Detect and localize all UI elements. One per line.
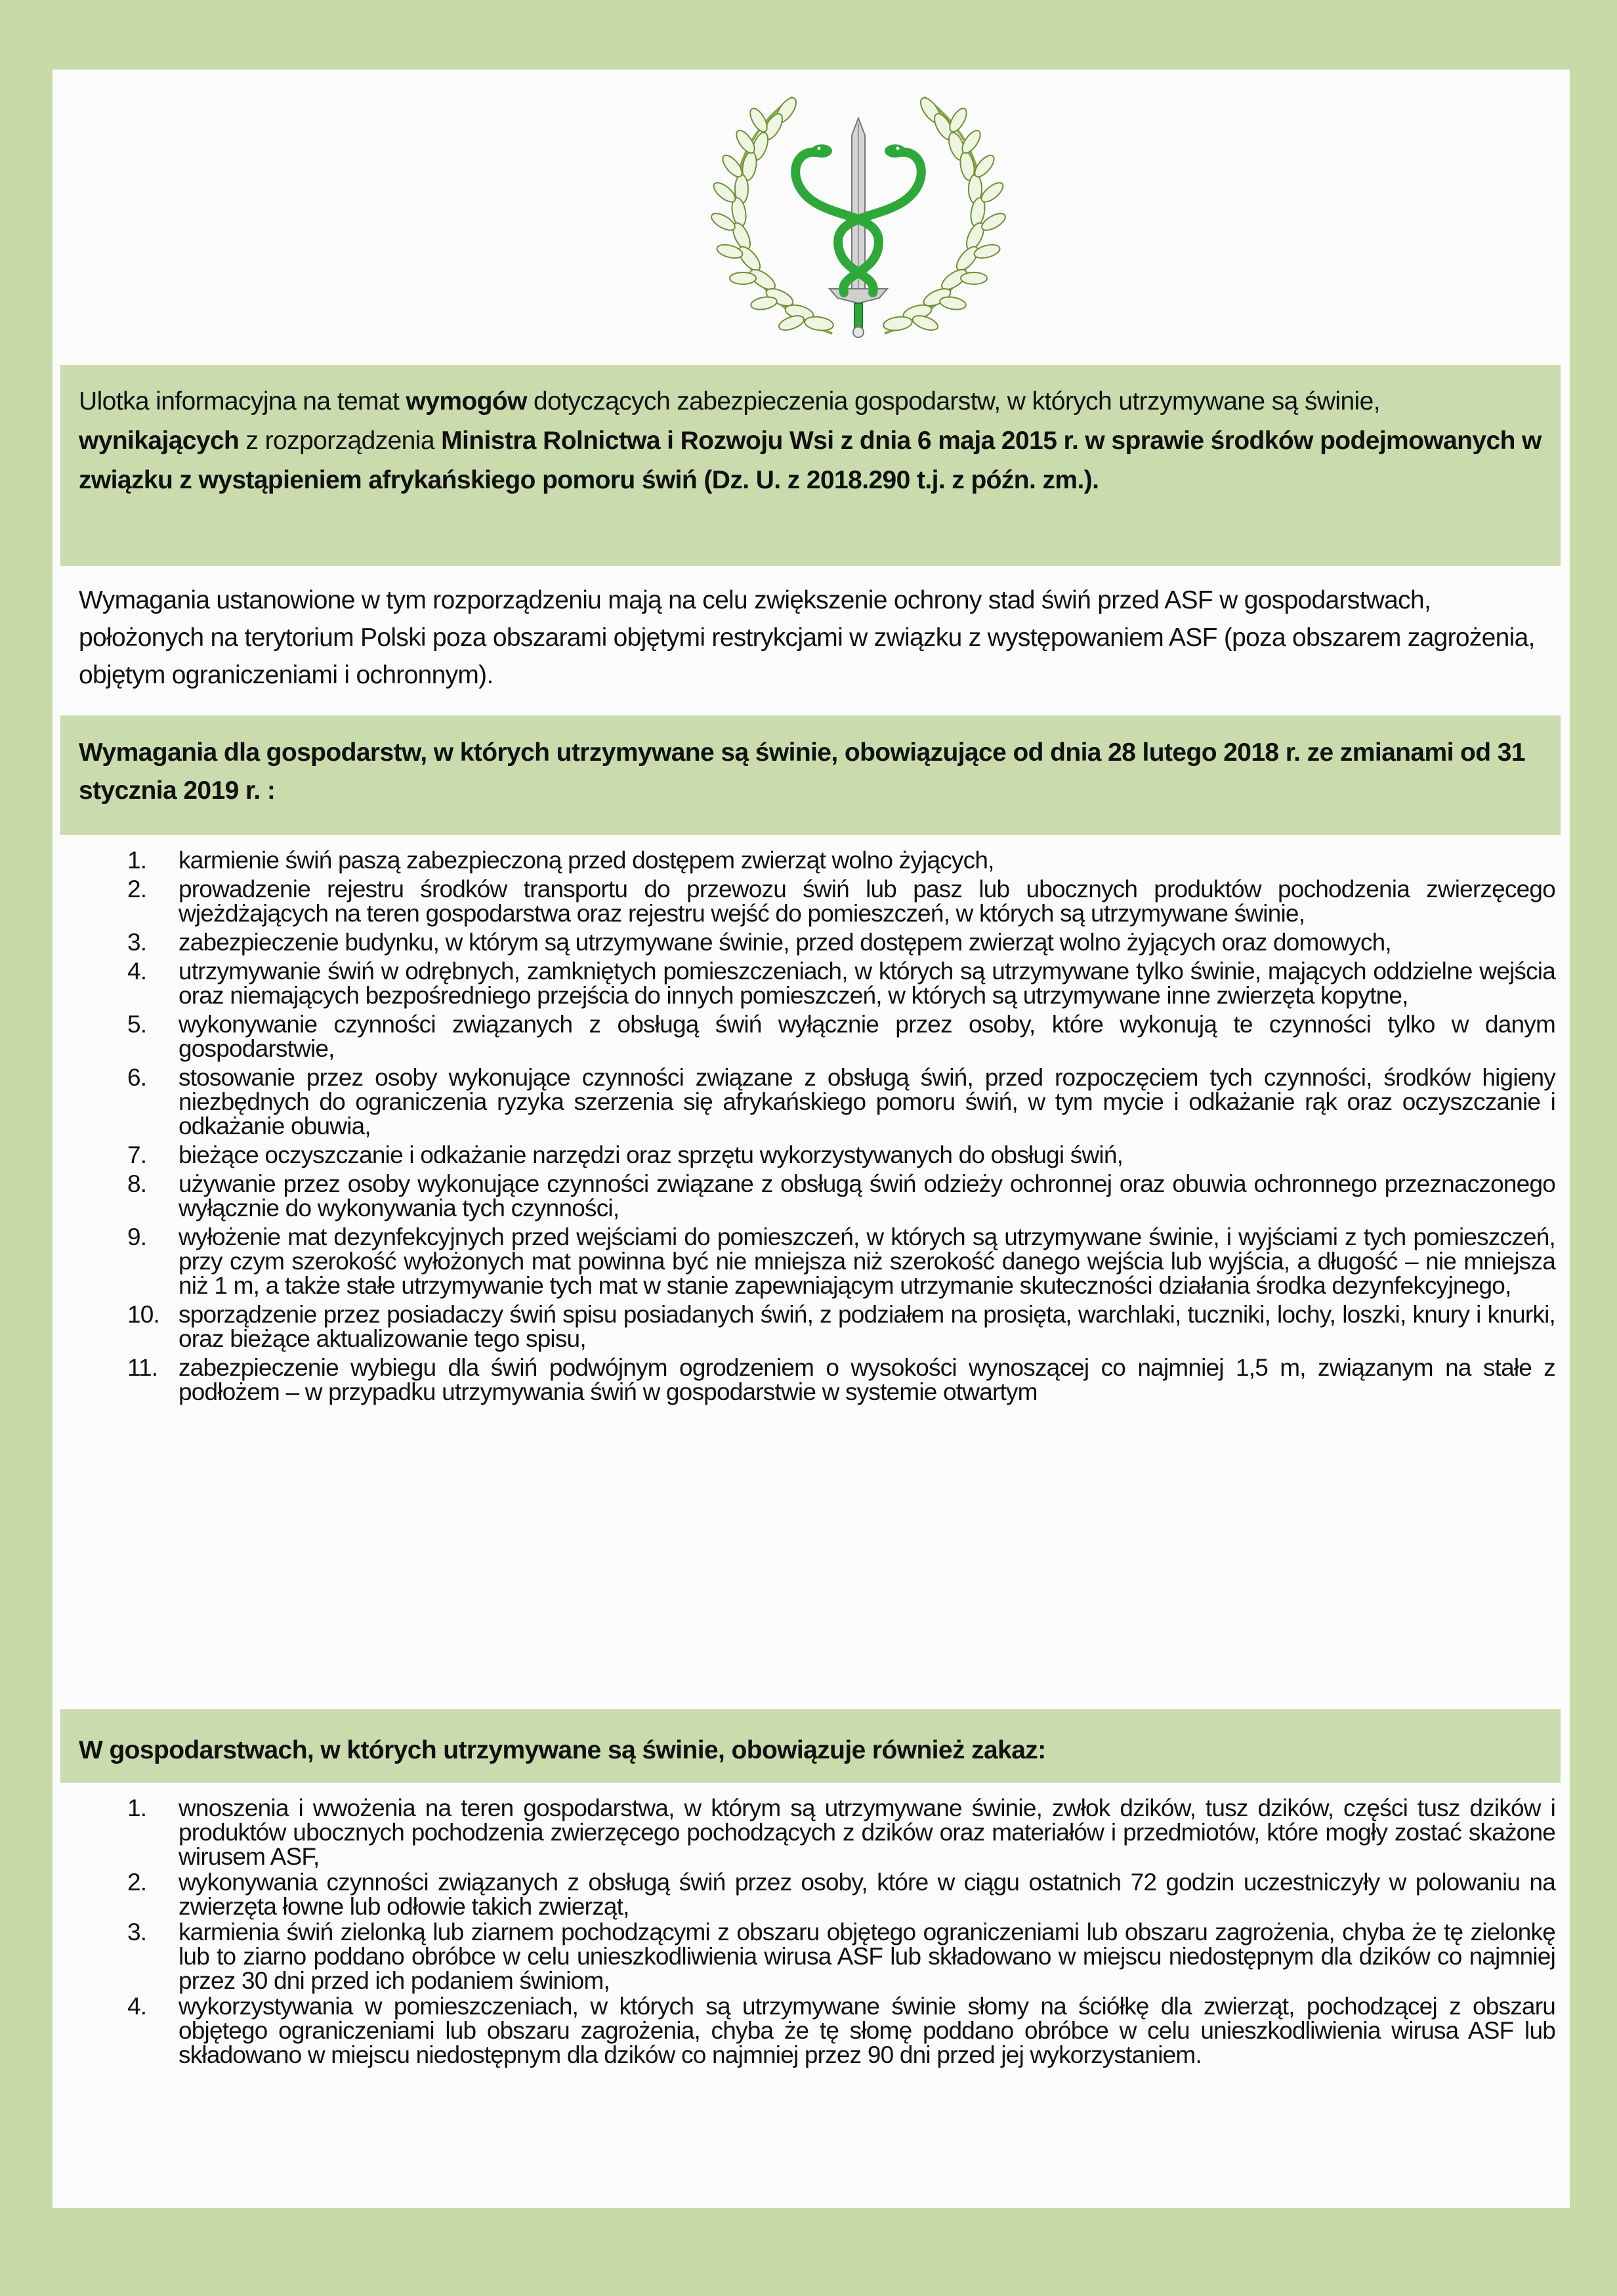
prohibitions-title: W gospodarstwach, w których utrzymywane są świnie, obowiązuje również zakaz: <box>79 1736 1046 1764</box>
item-text: używanie przez osoby wykonujące czynności związane z obsługą świń odzieży ochronnej oraz obuwia ochronnego przeznaczonego wyłącznie do wykonywania tych czynności, <box>178 1170 1555 1222</box>
item-text: sporządzenie przez posiadaczy świń spisu posiadanych świń, z podziałem na prosięta, warchlaki, tuczniki, lochy, loszki, knury i knurki, oraz bieżące aktualizowanie tego spisu, <box>178 1301 1555 1352</box>
prohibitions-band <box>60 1709 1561 1783</box>
list-item <box>52 1012 1555 1061</box>
list-item <box>52 1225 1555 1298</box>
veterinary-emblem-icon <box>681 84 1036 341</box>
item-text: zabezpieczenie budynku, w którym są utrzymywane świnie, przed dostępem zwierząt wolno żyjących oraz domowych, <box>178 929 1391 956</box>
item-number: 4. <box>127 1993 147 2020</box>
item-number: 5. <box>127 1011 147 1038</box>
requirements-title: Wymagania dla gospodarstw, w których utrzymywane są świnie, obowiązujące od dnia 28 lutego 2018 r. ze zmianami od 31 stycznia 2019 r. : <box>79 738 1525 805</box>
list-item <box>52 1143 1555 1167</box>
prohibitions-list <box>52 1796 1555 2068</box>
requirements-band <box>60 715 1561 835</box>
item-text: utrzymywanie świń w odrębnych, zamkniętych pomieszczeniach, w których są utrzymywane tylko świnie, mających oddzielne wejścia oraz niemających bezpośredniego przejścia do innych pomieszczeń, w których są utrzymywane inne zwierzęta kopytne, <box>178 958 1555 1009</box>
item-text: wnoszenia i wwożenia na teren gospodarstwa, w którym są utrzymywane świnie, zwłok dzików, tusz dzików, części tusz dzików i produktów ubocznych pochodzenia zwierzęcego pochodzących z dzików oraz materiałów i przedmiotów, które mogły zostać skażone wirusem ASF, <box>178 1795 1555 1870</box>
wreath-left <box>709 95 834 333</box>
item-number: 1. <box>127 1795 147 1821</box>
list-item <box>52 1994 1555 2067</box>
list-item <box>52 959 1555 1008</box>
list-item <box>52 848 1555 872</box>
item-text: wykonywania czynności związanych z obsługą świń przez osoby, które w ciągu ostatnich 72 godzin uczestniczyły w polowaniu na zwierzęta łowne lub odłowie takich zwierząt, <box>178 1869 1555 1920</box>
intro-band <box>60 365 1561 566</box>
list-item <box>52 1172 1555 1220</box>
item-number: 7. <box>127 1141 147 1168</box>
item-text: wykonywanie czynności związanych z obsługą świń wyłącznie przez osoby, które wykonują te czynności tylko w danym gospodarstwie, <box>178 1011 1555 1062</box>
leaflet-page <box>52 70 1570 2208</box>
intro-text <box>79 382 1542 500</box>
intro-segment: Ulotka informacyjna na temat <box>79 387 406 415</box>
list-item <box>52 1065 1555 1138</box>
list-item <box>52 1870 1555 1919</box>
list-item <box>52 877 1555 925</box>
item-number: 6. <box>127 1064 147 1091</box>
list-item <box>52 1355 1555 1404</box>
list-item <box>52 1796 1555 1869</box>
item-number: 9. <box>127 1223 147 1250</box>
intro-segment: z rozporządzenia <box>239 427 442 455</box>
list-item <box>52 1302 1555 1351</box>
item-text: zabezpieczenie wybiegu dla świń podwójnym ogrodzeniem o wysokości wynoszącej co najmniej 1,5 m, związanym na stałe z podłożem – w przypadku utrzymywania świń w gospodarstwie w systemie otwartym <box>178 1354 1555 1405</box>
intro-segment: dotyczących zabezpieczenia gospodarstw, w których utrzymywane są świnie, <box>526 387 1380 415</box>
item-text: stosowanie przez osoby wykonujące czynności związane z obsługą świń, przed rozpoczęciem tych czynności, środków higieny niezbędnych do ograniczenia ryzyka szerzenia się afrykańskiego pomoru świń, w tym mycie i odkażanie rąk oraz oczyszczanie i odkażanie obuwia, <box>178 1064 1555 1139</box>
item-text: karmienia świń zielonką lub ziarnem pochodzącymi z obszaru objętego ograniczeniami lub obszaru zagrożenia, chyba że tę zielonkę lub to ziarno poddano obróbce w celu unieszkodliwienia wirusa ASF lub składowano w miejscu niedostępnym dla dzików co najmniej przez 30 dni przed ich podaniem świniom, <box>178 1919 1555 1994</box>
item-number: 3. <box>127 1919 147 1945</box>
item-number: 1. <box>127 847 147 874</box>
item-number: 2. <box>127 1869 147 1896</box>
item-number: 11. <box>127 1354 158 1381</box>
list-item <box>52 930 1555 954</box>
item-number: 2. <box>127 876 147 903</box>
intro-segment-bold: wymogów <box>406 387 527 415</box>
item-number: 10. <box>127 1301 160 1328</box>
requirements-list <box>52 848 1555 1409</box>
list-item <box>52 1920 1555 1993</box>
item-text: bieżące oczyszczanie i odkażanie narzędzi oraz sprzętu wykorzystywanych do obsługi świń, <box>178 1141 1124 1168</box>
item-text: prowadzenie rejestru środków transportu do przewozu świń lub pasz lub ubocznych produktów pochodzenia zwierzęcego wjeżdżających na teren gospodarstwa oraz rejestru wejść do pomieszczeń, w których są utrzymywane świnie, <box>178 876 1555 927</box>
item-number: 4. <box>127 958 147 985</box>
purpose-paragraph: Wymagania ustanowione w tym rozporządzeniu mają na celu zwiększenie ochrony stad świń przed ASF w gospodarstwach, położonych na terytorium Polski poza obszarami objętymi restrykcjami w związku z występowaniem ASF (poza obszarem zagrożenia, objętym ograniczeniami i ochronnym). <box>79 586 1535 689</box>
item-text: wyłożenie mat dezynfekcyjnych przed wejściami do pomieszczeń, w których są utrzymywane świnie, i wyjściami z tych pomieszczeń, przy czym szerokość wyłożonych mat powinna być nie mniejsza niż szerokość danego wejścia lub wyjścia, a długość – nie mniejsza niż 1 m, a także stałe utrzymywanie tych mat w stanie zapewniającym utrzymanie skuteczności działania środka dezynfekcyjnego, <box>178 1223 1555 1299</box>
intro-segment-bold: Ministra Rolnictwa i Rozwoju Wsi z dnia 6 maja 2015 r. w sprawie środków podejmowanych w związku z wystąpieniem afrykańskiego pomoru świń (Dz. U. z 2018.290 t.j. z późn. zm.). <box>79 427 1542 494</box>
item-number: 3. <box>127 929 147 956</box>
intro-segment-bold: wynikających <box>79 427 240 455</box>
item-text: wykorzystywania w pomieszczeniach, w których są utrzymywane świnie słomy na ściółkę dla zwierząt, pochodzącej z obszaru objętego ograniczeniami lub obszaru zagrożenia, chyba że tę słomę poddano obróbce w celu unieszkodliwienia wirusa ASF lub składowano w miejscu niedostępnym dla dzików co najmniej przez 90 dni przed jej wykorzystaniem. <box>178 1993 1555 2068</box>
item-number: 8. <box>127 1170 147 1197</box>
wreath-right <box>883 95 1008 333</box>
item-text: karmienie świń paszą zabezpieczoną przed dostępem zwierząt wolno żyjących, <box>178 847 994 874</box>
